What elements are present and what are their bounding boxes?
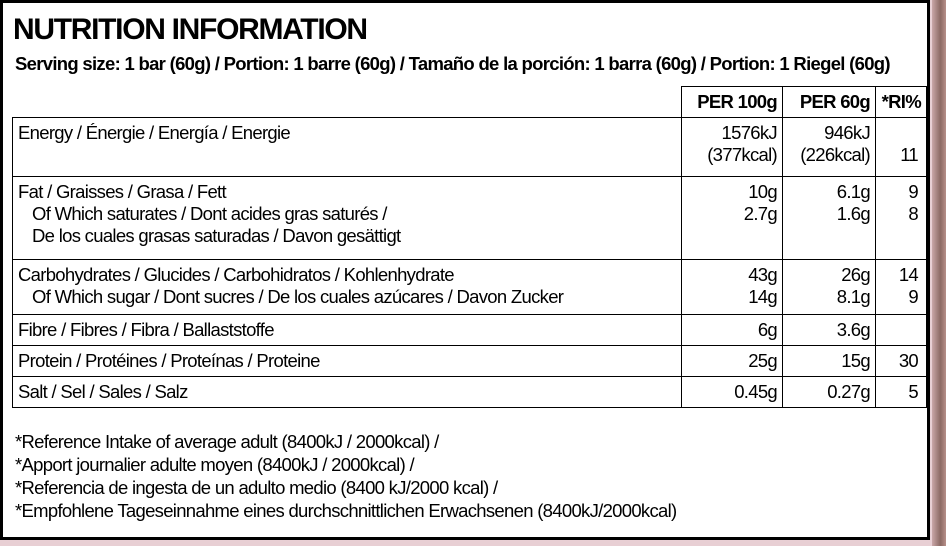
fibre-per60: 3.6g	[783, 315, 876, 346]
energy-ri: 11	[900, 144, 918, 165]
header-per100: PER 100g	[682, 87, 783, 118]
energy-row	[13, 118, 927, 177]
protein-per60: 15g	[783, 346, 876, 377]
fat-label-cell	[13, 177, 682, 260]
carbohydrate-row	[13, 260, 927, 315]
carb-per100: 43g	[748, 264, 777, 285]
energy-per100	[682, 118, 783, 177]
fibre-label: Fibre / Fibres / Fibra / Ballaststoffe	[13, 315, 682, 346]
fibre-per100: 6g	[682, 315, 783, 346]
saturates-per100: 2.7g	[743, 203, 777, 224]
carb-label: Carbohydrates / Glucides / Carbohidratos / Kohlenhydrate	[18, 264, 454, 285]
header-ri: *RI%	[876, 87, 927, 118]
header-per60: PER 60g	[783, 87, 876, 118]
fibre-row	[13, 315, 927, 346]
carb-ri: 14	[898, 264, 918, 285]
carb-per100-cell	[682, 260, 783, 315]
background-edge	[932, 0, 946, 546]
fat-per100-cell	[682, 177, 783, 260]
serving-size: Serving size: 1 bar (60g) / Portion: 1 barre (60g) / Tamaño de la porción: 1 barra (60g) / Portion: 1 Riegel (60g)	[15, 53, 890, 74]
energy-label: Energy / Énergie / Energía / Energie	[13, 118, 682, 177]
salt-label: Salt / Sel / Sales / Salz	[13, 377, 682, 408]
footnotes	[15, 430, 677, 522]
protein-ri: 30	[876, 346, 927, 377]
label-title: NUTRITION INFORMATION	[13, 13, 367, 46]
salt-row	[13, 377, 927, 408]
footnote-de: *Empfohlene Tageseinnahme eines durchschnittlichen Erwachsenen (8400kJ/2000kcal)	[15, 500, 677, 521]
energy-per100-kj: 1576kJ	[721, 122, 777, 143]
sugar-ri: 9	[908, 286, 918, 307]
fat-ri-cell	[876, 177, 927, 260]
saturates-label-2: De los cuales grasas saturadas / Davon gesättigt	[32, 225, 401, 246]
fat-per100: 10g	[748, 181, 777, 202]
footnote-en: *Reference Intake of average adult (8400kJ / 2000kcal) /	[15, 431, 439, 452]
sugar-label: Of Which sugar / Dont sucres / De los cuales azúcares / Davon Zucker	[32, 286, 564, 307]
energy-ri-cell	[876, 118, 927, 177]
footnote-es: *Referencia de ingesta de un adulto medio (8400 kJ/2000 kcal) /	[15, 477, 498, 498]
fibre-ri	[876, 315, 927, 346]
saturates-label-1: Of Which saturates / Dont acides gras saturés /	[32, 203, 387, 224]
fat-row	[13, 177, 927, 260]
energy-per60-kcal: (226kcal)	[800, 144, 870, 165]
saturates-ri: 8	[908, 203, 918, 224]
carb-ri-cell	[876, 260, 927, 315]
carb-per60-cell	[783, 260, 876, 315]
nutrition-table	[12, 86, 927, 408]
energy-per100-kcal: (377kcal)	[707, 144, 777, 165]
carb-per60: 26g	[841, 264, 870, 285]
header-row	[13, 87, 927, 118]
carb-label-cell	[13, 260, 682, 315]
fat-ri: 9	[908, 181, 918, 202]
salt-per60: 0.27g	[783, 377, 876, 408]
header-blank	[13, 87, 682, 118]
footnote-fr: *Apport journalier adulte moyen (8400kJ / 2000kcal) /	[15, 454, 414, 475]
salt-ri: 5	[876, 377, 927, 408]
fat-per60-cell	[783, 177, 876, 260]
saturates-per60: 1.6g	[836, 203, 870, 224]
protein-row	[13, 346, 927, 377]
salt-per100: 0.45g	[682, 377, 783, 408]
sugar-per60: 8.1g	[836, 286, 870, 307]
energy-per60	[783, 118, 876, 177]
protein-per100: 25g	[682, 346, 783, 377]
sugar-per100: 14g	[748, 286, 777, 307]
fat-per60: 6.1g	[836, 181, 870, 202]
protein-label: Protein / Protéines / Proteínas / Proteine	[13, 346, 682, 377]
fat-label: Fat / Graisses / Grasa / Fett	[18, 181, 226, 202]
energy-per60-kj: 946kJ	[824, 122, 870, 143]
